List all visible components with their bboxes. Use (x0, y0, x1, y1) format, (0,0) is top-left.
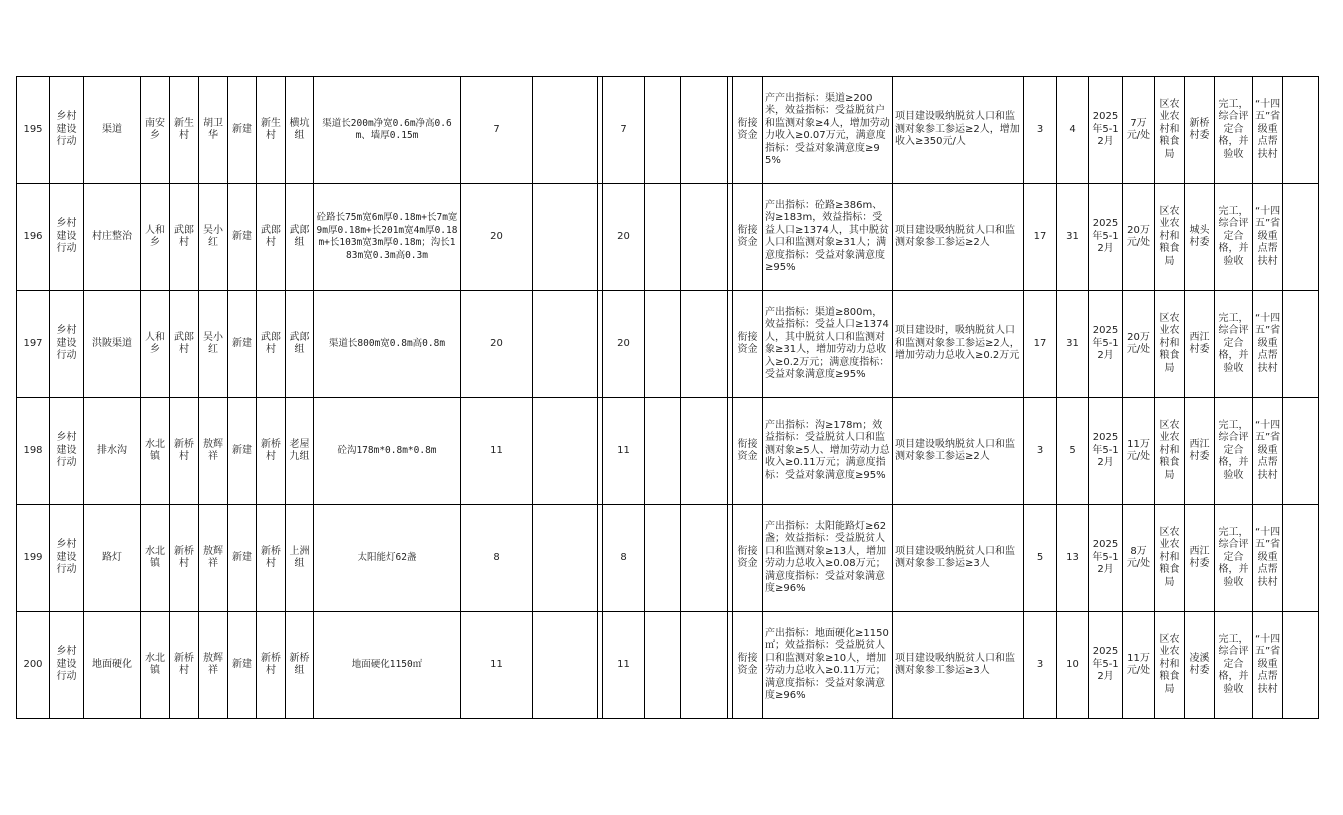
beneficiary-count-cell: 31 (1057, 184, 1089, 291)
fund-amount-cell: 7 (603, 77, 645, 184)
project-name-cell: 村庄整治 (84, 184, 141, 291)
row-number-cell: 195 (17, 77, 50, 184)
blank-cell (533, 505, 598, 612)
construction-type-cell: 新建 (228, 505, 257, 612)
acceptance-cell: 完工，综合评定合格，并验收 (1215, 184, 1253, 291)
benefit-mechanism-cell: 项目建设吸纳脱贫人口和监测对象参工参运≥2人，增加收入≥350元/人 (893, 77, 1024, 184)
row-number-cell: 198 (17, 398, 50, 505)
construction-type-cell: 新建 (228, 398, 257, 505)
project-name-cell: 地面硬化 (84, 612, 141, 719)
note-cell: “十四五”省级重点帮扶村 (1253, 184, 1283, 291)
fund-amount-cell: 11 (603, 398, 645, 505)
poor-household-count-cell: 5 (1024, 505, 1057, 612)
location-group-cell: 新桥组 (286, 612, 314, 719)
village-cell: 新桥村 (170, 612, 199, 719)
location-village-cell: 新桥村 (257, 398, 286, 505)
blank-cell (533, 612, 598, 719)
subsidy-standard-cell: 8万元/处 (1123, 505, 1155, 612)
construction-content-cell: 地面硬化1150㎡ (314, 612, 461, 719)
blank-cell (645, 184, 681, 291)
table-row (17, 505, 1319, 612)
blank-cell (533, 398, 598, 505)
table-row (17, 77, 1319, 184)
beneficiary-count-cell: 4 (1057, 77, 1089, 184)
blank-cell (645, 77, 681, 184)
town-cell: 人和乡 (141, 184, 170, 291)
performance-indicators-cell: 产出指标：砼路≥386m、沟≥183m，效益指标：受益人口≥1374人，其中脱贫人口和监测对象≥31人；满意度指标：受益对象满意度≥95% (763, 184, 893, 291)
town-cell: 人和乡 (141, 291, 170, 398)
category-cell: 乡村建设行动 (50, 505, 84, 612)
village-cell: 武郎村 (170, 184, 199, 291)
note-cell: “十四五”省级重点帮扶村 (1253, 505, 1283, 612)
category-cell: 乡村建设行动 (50, 77, 84, 184)
town-cell: 水北镇 (141, 398, 170, 505)
row-number-cell: 197 (17, 291, 50, 398)
subsidy-standard-cell: 7万元/处 (1123, 77, 1155, 184)
acceptance-cell: 完工，综合评定合格，并验收 (1215, 291, 1253, 398)
department-cell: 区农业农村和粮食局 (1155, 505, 1185, 612)
location-group-cell: 老屋九组 (286, 398, 314, 505)
subsidy-standard-cell: 11万元/处 (1123, 398, 1155, 505)
location-group-cell: 横坑组 (286, 77, 314, 184)
benefit-mechanism-cell: 项目建设吸纳脱贫人口和监测对象参工参运≥3人 (893, 612, 1024, 719)
period-cell: 2025年5-12月 (1089, 77, 1123, 184)
beneficiary-count-cell: 31 (1057, 291, 1089, 398)
benefit-mechanism-cell: 项目建设时，吸纳脱贫人口和监测对象参工参运≥2人，增加劳动力总收入≥0.2万元 (893, 291, 1024, 398)
location-village-cell: 新桥村 (257, 505, 286, 612)
owner-cell: 西江村委 (1185, 291, 1215, 398)
owner-cell: 城头村委 (1185, 184, 1215, 291)
construction-type-cell: 新建 (228, 77, 257, 184)
location-village-cell: 武郎村 (257, 184, 286, 291)
blank-cell (533, 291, 598, 398)
table-row (17, 184, 1319, 291)
fund-type-cell: 衔接资金 (733, 291, 763, 398)
category-cell: 乡村建设行动 (50, 612, 84, 719)
blank-cell (681, 612, 728, 719)
fund-amount-cell: 20 (603, 291, 645, 398)
category-cell: 乡村建设行动 (50, 184, 84, 291)
responsible-person-cell: 吴小红 (199, 291, 228, 398)
empty-cell (1283, 505, 1319, 612)
department-cell: 区农业农村和粮食局 (1155, 398, 1185, 505)
responsible-person-cell: 敖辉祥 (199, 398, 228, 505)
responsible-person-cell: 敖辉祥 (199, 505, 228, 612)
town-cell: 水北镇 (141, 505, 170, 612)
town-cell: 南安乡 (141, 77, 170, 184)
benefit-mechanism-cell: 项目建设吸纳脱贫人口和监测对象参工参运≥3人 (893, 505, 1024, 612)
period-cell: 2025年5-12月 (1089, 505, 1123, 612)
subsidy-standard-cell: 20万元/处 (1123, 291, 1155, 398)
fund-type-cell: 衔接资金 (733, 612, 763, 719)
village-cell: 新桥村 (170, 398, 199, 505)
blank-cell (645, 398, 681, 505)
performance-indicators-cell: 产出指标：沟≥178m；效益指标：受益脱贫人口和监测对象≥5人、增加劳动力总收入≥0.11万元；满意度指标：受益对象满意度≥95% (763, 398, 893, 505)
empty-cell (1283, 291, 1319, 398)
poor-household-count-cell: 17 (1024, 184, 1057, 291)
performance-indicators-cell: 产出指标：太阳能路灯≥62盏；效益指标：受益脱贫人口和监测对象≥13人，增加劳动力总收入≥0.08万元；满意度指标：受益对象满意度≥96% (763, 505, 893, 612)
fund-amount-cell: 11 (603, 612, 645, 719)
beneficiary-count-cell: 10 (1057, 612, 1089, 719)
table-row (17, 398, 1319, 505)
blank-cell (645, 291, 681, 398)
performance-indicators-cell: 产产出指标：渠道≥200米，效益指标：受益脱贫户和监测对象≥4人，增加劳动力收入≥0.07万元，满意度指标：受益对象满意度≥95% (763, 77, 893, 184)
location-group-cell: 武郎组 (286, 184, 314, 291)
category-cell: 乡村建设行动 (50, 291, 84, 398)
benefit-mechanism-cell: 项目建设吸纳脱贫人口和监测对象参工参运≥2人 (893, 398, 1024, 505)
project-name-cell: 洪陂渠道 (84, 291, 141, 398)
project-name-cell: 渠道 (84, 77, 141, 184)
performance-indicators-cell: 产出指标：渠道≥800m，效益指标：受益人口≥1374人，其中脱贫人口和监测对象≥31人，增加劳动力总收入≥0.2万元；满意度指标：受益对象满意度≥95% (763, 291, 893, 398)
acceptance-cell: 完工，综合评定合格，并验收 (1215, 398, 1253, 505)
category-cell: 乡村建设行动 (50, 398, 84, 505)
blank-cell (681, 398, 728, 505)
blank-cell (681, 505, 728, 612)
location-village-cell: 新桥村 (257, 612, 286, 719)
poor-household-count-cell: 3 (1024, 77, 1057, 184)
total-investment-cell: 20 (461, 291, 533, 398)
poor-household-count-cell: 3 (1024, 398, 1057, 505)
project-name-cell: 路灯 (84, 505, 141, 612)
note-cell: “十四五”省级重点帮扶村 (1253, 77, 1283, 184)
total-investment-cell: 8 (461, 505, 533, 612)
construction-content-cell: 渠道长800m宽0.8m高0.8m (314, 291, 461, 398)
empty-cell (1283, 77, 1319, 184)
department-cell: 区农业农村和粮食局 (1155, 291, 1185, 398)
note-cell: “十四五”省级重点帮扶村 (1253, 291, 1283, 398)
town-cell: 水北镇 (141, 612, 170, 719)
owner-cell: 凌溪村委 (1185, 612, 1215, 719)
location-group-cell: 武郎组 (286, 291, 314, 398)
blank-cell (533, 77, 598, 184)
row-number-cell: 199 (17, 505, 50, 612)
owner-cell: 西江村委 (1185, 505, 1215, 612)
owner-cell: 新桥村委 (1185, 77, 1215, 184)
period-cell: 2025年5-12月 (1089, 398, 1123, 505)
empty-cell (1283, 184, 1319, 291)
responsible-person-cell: 敖辉祥 (199, 612, 228, 719)
total-investment-cell: 11 (461, 398, 533, 505)
construction-type-cell: 新建 (228, 291, 257, 398)
blank-cell (681, 77, 728, 184)
location-village-cell: 武郎村 (257, 291, 286, 398)
fund-type-cell: 衔接资金 (733, 505, 763, 612)
empty-cell (1283, 398, 1319, 505)
subsidy-standard-cell: 20万元/处 (1123, 184, 1155, 291)
period-cell: 2025年5-12月 (1089, 184, 1123, 291)
location-village-cell: 新生村 (257, 77, 286, 184)
fund-amount-cell: 8 (603, 505, 645, 612)
beneficiary-count-cell: 5 (1057, 398, 1089, 505)
village-cell: 新生村 (170, 77, 199, 184)
location-group-cell: 上洲组 (286, 505, 314, 612)
fund-type-cell: 衔接资金 (733, 77, 763, 184)
acceptance-cell: 完工，综合评定合格，并验收 (1215, 505, 1253, 612)
fund-type-cell: 衔接资金 (733, 398, 763, 505)
poor-household-count-cell: 17 (1024, 291, 1057, 398)
poor-household-count-cell: 3 (1024, 612, 1057, 719)
blank-cell (645, 612, 681, 719)
acceptance-cell: 完工，综合评定合格，并验收 (1215, 612, 1253, 719)
department-cell: 区农业农村和粮食局 (1155, 612, 1185, 719)
acceptance-cell: 完工，综合评定合格，并验收 (1215, 77, 1253, 184)
owner-cell: 西江村委 (1185, 398, 1215, 505)
construction-type-cell: 新建 (228, 612, 257, 719)
responsible-person-cell: 吴小红 (199, 184, 228, 291)
note-cell: “十四五”省级重点帮扶村 (1253, 612, 1283, 719)
total-investment-cell: 7 (461, 77, 533, 184)
total-investment-cell: 11 (461, 612, 533, 719)
row-number-cell: 196 (17, 184, 50, 291)
village-cell: 武郎村 (170, 291, 199, 398)
construction-content-cell: 太阳能灯62盏 (314, 505, 461, 612)
fund-amount-cell: 20 (603, 184, 645, 291)
blank-cell (645, 505, 681, 612)
table-row (17, 291, 1319, 398)
period-cell: 2025年5-12月 (1089, 291, 1123, 398)
construction-content-cell: 砼路长75m宽6m厚0.18m+长7m宽9m厚0.18m+长201m宽4m厚0.18m+长103m宽3m厚0.18m；沟长183m宽0.3m高0.3m (314, 184, 461, 291)
subsidy-standard-cell: 11万元/处 (1123, 612, 1155, 719)
project-name-cell: 排水沟 (84, 398, 141, 505)
note-cell: “十四五”省级重点帮扶村 (1253, 398, 1283, 505)
responsible-person-cell: 胡卫华 (199, 77, 228, 184)
blank-cell (681, 291, 728, 398)
fund-type-cell: 衔接资金 (733, 184, 763, 291)
village-cell: 新桥村 (170, 505, 199, 612)
benefit-mechanism-cell: 项目建设吸纳脱贫人口和监测对象参工参运≥2人 (893, 184, 1024, 291)
blank-cell (533, 184, 598, 291)
construction-content-cell: 渠道长200m净宽0.6m净高0.6m、墙厚0.15m (314, 77, 461, 184)
construction-type-cell: 新建 (228, 184, 257, 291)
period-cell: 2025年5-12月 (1089, 612, 1123, 719)
performance-indicators-cell: 产出指标：地面硬化≥1150㎡；效益指标：受益脱贫人口和监测对象≥10人，增加劳动力总收入≥0.11万元；满意度指标：受益对象满意度≥96% (763, 612, 893, 719)
construction-content-cell: 砼沟178m*0.8m*0.8m (314, 398, 461, 505)
department-cell: 区农业农村和粮食局 (1155, 77, 1185, 184)
beneficiary-count-cell: 13 (1057, 505, 1089, 612)
blank-cell (681, 184, 728, 291)
table-row (17, 612, 1319, 719)
row-number-cell: 200 (17, 612, 50, 719)
project-table (16, 76, 1319, 719)
department-cell: 区农业农村和粮食局 (1155, 184, 1185, 291)
empty-cell (1283, 612, 1319, 719)
total-investment-cell: 20 (461, 184, 533, 291)
